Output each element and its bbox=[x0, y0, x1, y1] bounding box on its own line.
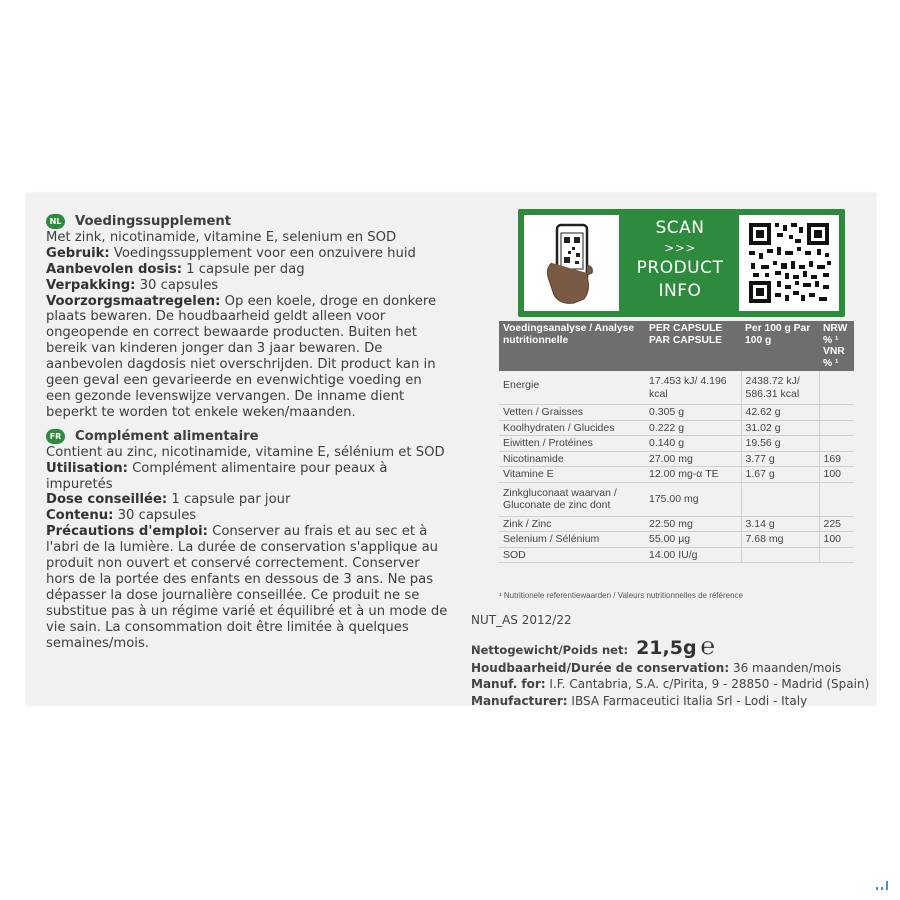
qr-code-icon bbox=[739, 215, 839, 311]
table-cell bbox=[819, 436, 854, 452]
shelf-life: Houdbaarheid/Durée de conservation: 36 maanden/mois bbox=[471, 661, 842, 675]
nl-language-badge: NL bbox=[46, 214, 65, 229]
product-label-panel bbox=[26, 193, 876, 708]
table-cell: 169 bbox=[819, 451, 854, 467]
fr-usage: Utilisation: Complément alimentaire pour peaux à impuretés bbox=[46, 460, 388, 492]
fr-heading-text: Complément alimentaire bbox=[75, 428, 259, 444]
fr-heading bbox=[46, 429, 448, 445]
table-cell: 3.77 g bbox=[741, 451, 819, 467]
table-row bbox=[499, 371, 854, 405]
table-cell: SOD bbox=[499, 547, 645, 563]
table-cell bbox=[819, 405, 854, 421]
table-cell bbox=[741, 547, 819, 563]
table-row bbox=[499, 547, 854, 563]
phone-scan-icon bbox=[524, 215, 619, 311]
fr-dose: Dose conseillée: 1 capsule par jour bbox=[46, 492, 291, 508]
table-cell: 7.68 mg bbox=[741, 532, 819, 548]
table-cell: 0.222 g bbox=[645, 420, 741, 436]
net-weight bbox=[471, 632, 715, 661]
col-header-per-100g: Per 100 g Par 100 g bbox=[741, 321, 819, 371]
estimated-sign-icon: ℮ bbox=[700, 632, 715, 660]
table-row bbox=[499, 532, 854, 548]
table-row bbox=[499, 516, 854, 532]
nl-precautions: Voorzorgsmaatregelen: Op een koele, droge en donkere plaats bewaren. De houdbaarheid geldt alleen voor ongeopende en correct bewaarde producten. Buiten het bereik van kinderen jonger dan 3 jaar bewaren. De aanbevolen dagdosis niet overschrijden. Dit product kan in geen geval een gevarieerde en evenwichtige voeding en een gezonde levenswijze vervangen. De inname dient beperkt te worden tot enkele weken/maanden. bbox=[46, 293, 437, 420]
fr-ingredients: Contient au zinc, nicotinamide, vitamine E, sélénium et SOD bbox=[46, 444, 445, 460]
table-cell: Eiwitten / Protéines bbox=[499, 436, 645, 452]
table-cell: Vetten / Graisses bbox=[499, 405, 645, 421]
nl-dose: Aanbevolen dosis: 1 capsule per dag bbox=[46, 261, 305, 277]
manufactured-for: Manuf. for: I.F. Cantabria, S.A. c/Pirita, 9 - 28850 - Madrid (Spain) bbox=[471, 677, 870, 692]
table-row bbox=[499, 467, 854, 483]
table-cell: 1.67 g bbox=[741, 467, 819, 483]
table-cell: 100 bbox=[819, 467, 854, 483]
fr-language-badge: FR bbox=[46, 429, 65, 444]
table-cell: Zink / Zinc bbox=[499, 516, 645, 532]
table-cell: 0.305 g bbox=[645, 405, 741, 421]
table-cell: 22.50 mg bbox=[645, 516, 741, 532]
manufacturer: Manufacturer: IBSA Farmaceutici Italia Srl - Lodi - Italy bbox=[471, 693, 808, 708]
net-weight-label: Nettogewicht/Poids net: bbox=[471, 643, 629, 657]
col-header-per-capsule: PER CAPSULE PAR CAPSULE bbox=[645, 321, 741, 371]
table-cell: Energie bbox=[499, 371, 645, 405]
table-cell: Vitamine E bbox=[499, 467, 645, 483]
table-row bbox=[499, 405, 854, 421]
table-row bbox=[499, 420, 854, 436]
table-cell: 55.00 µg bbox=[645, 532, 741, 548]
scan-text: SCAN >>> PRODUCT INFO bbox=[636, 218, 724, 301]
nutrition-table bbox=[499, 321, 854, 563]
nl-heading-text: Voedingssupplement bbox=[75, 214, 232, 229]
table-cell bbox=[741, 482, 819, 516]
fr-packaging: Contenu: 30 capsules bbox=[46, 508, 197, 524]
table-cell: 12.00 mg-α TE bbox=[645, 467, 741, 483]
scan-product-info-banner bbox=[518, 209, 845, 317]
table-cell: 42.62 g bbox=[741, 405, 819, 421]
text-column bbox=[46, 214, 448, 651]
table-cell: 14.00 IU/g bbox=[645, 547, 741, 563]
nl-usage: Gebruik: Voedingssupplement voor een onzuivere huid bbox=[46, 245, 416, 261]
table-cell: 175.00 mg bbox=[645, 482, 741, 516]
manufacturer-info bbox=[471, 660, 891, 709]
table-footnote: ¹ Nutritionele referentiewaarden / Valeurs nutritionnelles de référence bbox=[499, 591, 743, 600]
net-weight-value: 21,5g bbox=[636, 637, 697, 659]
table-row bbox=[499, 482, 854, 516]
table-cell bbox=[819, 482, 854, 516]
nl-heading bbox=[46, 214, 448, 230]
fr-precautions: Précautions d'emploi: Conserver au frais et au sec et à l'abri de la lumière. La durée de conservation s'applique au produit non ouvert et conservé correctement. Conserver hors de la portée des enfants en dessous de 3 ans. Ne pas dépasser la dose journalière conseillée. Ce produit ne se substitue pas à un régime varié et équilibré et à un mode de vie sain. La consommation doit être limitée à quelques semaines/mois. bbox=[46, 524, 448, 651]
table-cell: Nicotinamide bbox=[499, 451, 645, 467]
nut-code: NUT_AS 2012/22 bbox=[471, 613, 572, 627]
table-cell: 31.02 g bbox=[741, 420, 819, 436]
table-cell: 100 bbox=[819, 532, 854, 548]
table-cell: 17.453 kJ/ 4.196 kcal bbox=[645, 371, 741, 405]
table-cell: 225 bbox=[819, 516, 854, 532]
col-header-nrv: NRW % ¹ VNR % ¹ bbox=[819, 321, 854, 371]
col-header-analysis: Voedingsanalyse / Analyse nutritionnelle bbox=[499, 321, 645, 371]
nl-ingredients: Met zink, nicotinamide, vitamine E, selenium en SOD bbox=[46, 229, 397, 245]
table-cell bbox=[819, 547, 854, 563]
table-cell: 27.00 mg bbox=[645, 451, 741, 467]
table-row bbox=[499, 451, 854, 467]
table-cell bbox=[819, 371, 854, 405]
table-cell: 0.140 g bbox=[645, 436, 741, 452]
table-cell: 2438.72 kJ/ 586.31 kcal bbox=[741, 371, 819, 405]
table-cell bbox=[819, 420, 854, 436]
table-cell: 3.14 g bbox=[741, 516, 819, 532]
table-cell: Selenium / Sélénium bbox=[499, 532, 645, 548]
nl-packaging: Verpakking: 30 capsules bbox=[46, 277, 219, 293]
table-cell: 19.56 g bbox=[741, 436, 819, 452]
table-cell: Koolhydraten / Glucides bbox=[499, 420, 645, 436]
nutrition-table-header-row bbox=[499, 321, 854, 371]
table-cell: Zinkgluconaat waarvan / Gluconate de zinc dont bbox=[499, 482, 645, 516]
corner-mark bbox=[876, 881, 888, 890]
table-row bbox=[499, 436, 854, 452]
